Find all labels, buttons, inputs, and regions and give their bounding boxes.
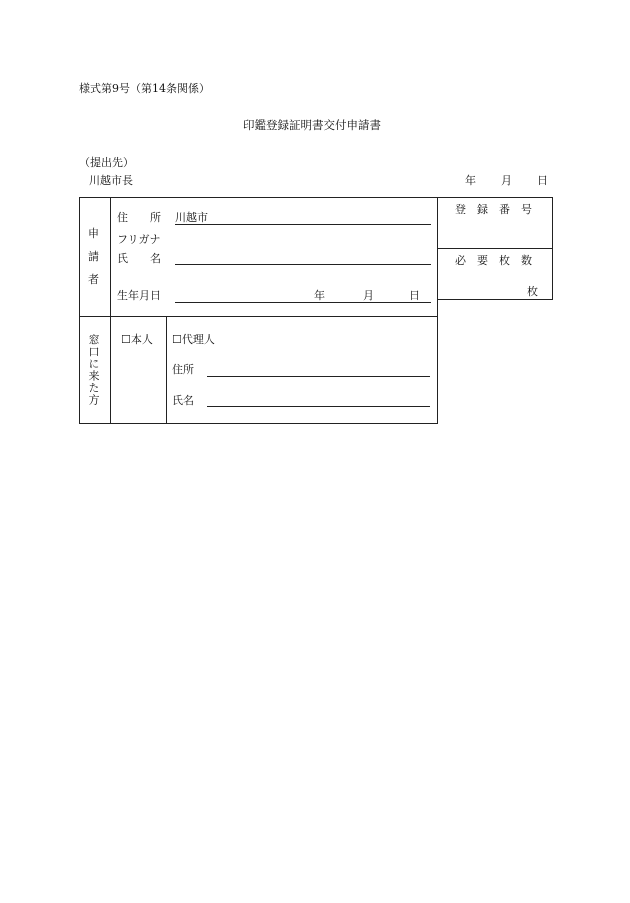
table-right-border <box>437 197 438 424</box>
right-box-bottom <box>437 299 553 300</box>
birthdate-label: 生年月日 <box>117 289 161 302</box>
birth-year-label: 年 <box>314 289 325 302</box>
furigana-label: フリガナ <box>117 233 161 246</box>
date-month-label: 月 <box>501 174 512 187</box>
form-number: 様式第9号（第14条関係） <box>79 82 210 95</box>
address-underline <box>175 224 431 225</box>
birthdate-underline[interactable] <box>175 302 431 303</box>
addressee: 川越市長 <box>89 174 133 187</box>
visitor-option-divider <box>166 316 167 424</box>
address-label: 住 所 <box>117 211 161 224</box>
applicant-side-char-1: 申 <box>88 227 99 240</box>
registration-number-label: 登 録 番 号 <box>455 203 532 216</box>
address-value[interactable]: 川越市 <box>175 211 208 224</box>
agent-name-label: 氏名 <box>172 394 194 407</box>
table-bottom-border <box>79 423 438 424</box>
document-title: 印鑑登録証明書交付申請書 <box>243 118 381 132</box>
visitor-side-label: 窓口に来た方 <box>87 334 100 406</box>
agent-name-underline[interactable] <box>207 406 430 407</box>
right-box-top <box>437 197 553 198</box>
submit-to-label: （提出先） <box>79 156 134 169</box>
applicant-side-char-3: 者 <box>88 273 99 286</box>
name-label: 氏 名 <box>117 252 161 265</box>
date-year-label: 年 <box>465 174 476 187</box>
date-day-label: 日 <box>537 174 548 187</box>
required-copies-label: 必 要 枚 数 <box>455 254 532 267</box>
right-box-middle <box>437 248 553 249</box>
table-left-border <box>79 197 80 424</box>
table-top-border <box>79 197 438 198</box>
section-divider <box>79 316 438 317</box>
agent-checkbox[interactable]: ☐代理人 <box>172 333 215 346</box>
copies-unit: 枚 <box>527 285 538 298</box>
agent-address-label: 住所 <box>172 363 194 376</box>
applicant-side-char-2: 請 <box>88 250 99 263</box>
birth-month-label: 月 <box>363 289 374 302</box>
name-underline[interactable] <box>175 264 431 265</box>
agent-address-underline[interactable] <box>207 376 430 377</box>
side-label-divider <box>110 197 111 424</box>
birth-day-label: 日 <box>409 289 420 302</box>
self-checkbox[interactable]: ☐本人 <box>121 333 153 346</box>
